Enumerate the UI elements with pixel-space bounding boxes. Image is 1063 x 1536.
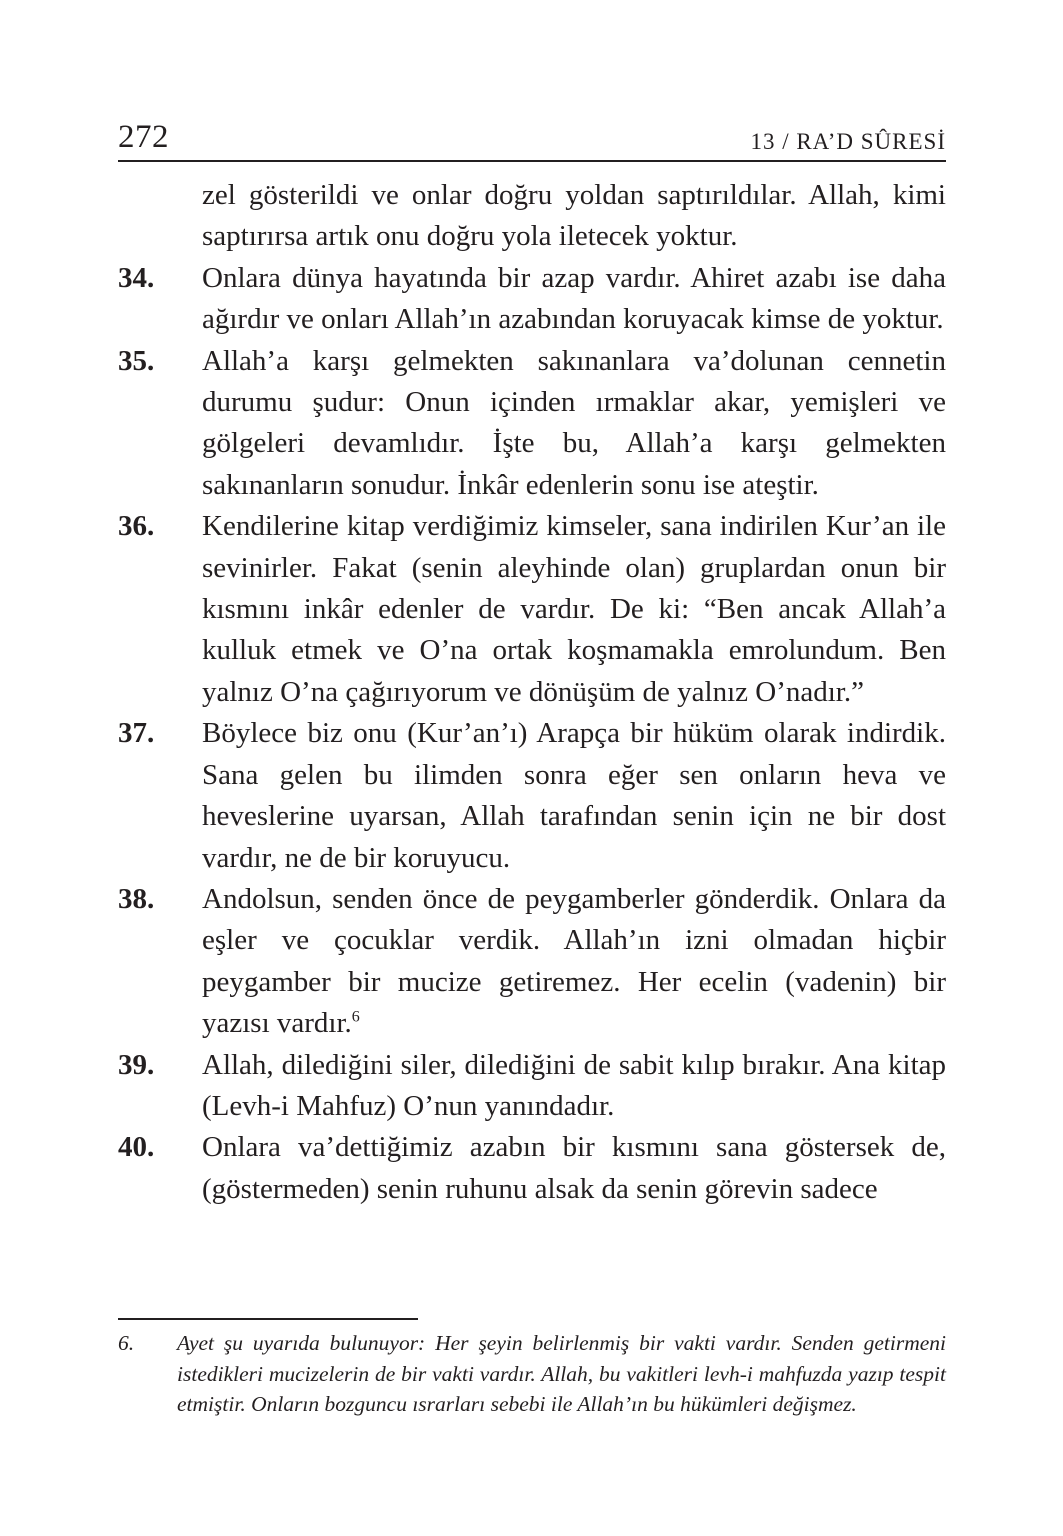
running-title: 13 / RA’D SÛRESİ [750,129,946,154]
footnote-text: Ayet şu uyarıda bulunuyor: Her şeyin belirlenmiş bir vakti vardır. Senden getirmeni istedikleri mucizelerin de bir vakti vardır. Allah, bu vakitleri levh-i mahfuzda yazıp tespit etmiştir. Onların bozguncu ısrarları sebebi ile Allah’ın bu hükümleri değişmez. [177,1331,946,1416]
verse-number: 35. [118,344,155,377]
verse-number: 40. [118,1131,155,1164]
verse-text: Onlara dünya hayatında bir azap vardır. Ahiret azabı ise daha ağırdır ve onları Allah’ın azabından koruyacak kimse de yoktur. [202,261,946,336]
verse-number: 37. [118,717,155,750]
verse-34 [118,258,946,341]
verse-text: Onlara va’dettiğimiz azabın bir kısmını sana göstersek de, (göstermeden) senin ruhunu alsak da senin görevin sadece [202,1131,946,1205]
verse-text: Allah, dilediğini siler, dilediğini de sabit kılıp bırakır. Ana kitap (Levh-i Mahfuz) O’nun yanındadır. [202,1048,946,1122]
verse-number: 34. [118,261,155,294]
verse-37 [118,713,946,879]
verse-text [202,883,946,1039]
verse-text: zel gösterildi ve onlar doğru yoldan saptırıldılar. Allah, kimi saptırırsa artık onu doğru yola iletecek yoktur. [202,179,946,253]
verse-number: 39. [118,1048,155,1081]
footnote-number: 6. [118,1331,135,1355]
verse-36 [118,506,946,713]
verse-text-content: Andolsun, senden önce de peygamberler gönderdik. Onlara da eşler ve çocuklar verdik. Allah’ın izni olmadan hiçbir peygamber bir mucize getiremez. Her ecelin (vadenin) bir yazısı vardır. [202,882,946,1040]
verse-38 [118,879,946,1045]
page-number: 272 [118,119,169,155]
verse-number: 36. [118,510,155,543]
verse-text: Böylece biz onu (Kur’an’ı) Arapça bir hüküm olarak indirdik. Sana gelen bu ilimden sonra eğer sen onların heva ve heveslerine uyarsan, Allah tarafından senin için ne bir dost vardır, ne de bir koruyucu. [202,717,946,874]
page-body [118,175,946,1210]
verse-35 [118,341,946,507]
footnote [118,1328,946,1420]
footnote-divider [118,1318,418,1320]
verse-text: Kendilerine kitap verdiğimiz kimseler, sana indirilen Kur’an ile sevinirler. Fakat (senin aleyhinde olan) gruplardan onun bir kısmını inkâr edenler de vardır. De ki: “Ben ancak Allah’a kulluk etmek ve O’na ortak koşmamakla emrolundum. Ben yalnız O’na çağırıyorum ve dönüşüm de yalnız O’nadır.” [202,510,946,708]
verse-40 [118,1127,946,1210]
verse-number: 38. [118,882,155,915]
verse-text: Allah’a karşı gelmekten sakınanlara va’dolunan cennetin durumu şudur: Onun içinden ırmaklar akar, yemişleri ve gölgeleri devamlıdır. İşte bu, Allah’a karşı gelmekten sakınanların sonudur. İnkâr edenlerin sonu ise ateştir. [202,344,946,501]
verse-39 [118,1045,946,1128]
footnote-reference[interactable]: 6 [351,1008,360,1026]
page-header [118,118,946,162]
verse-continuation [118,175,946,258]
